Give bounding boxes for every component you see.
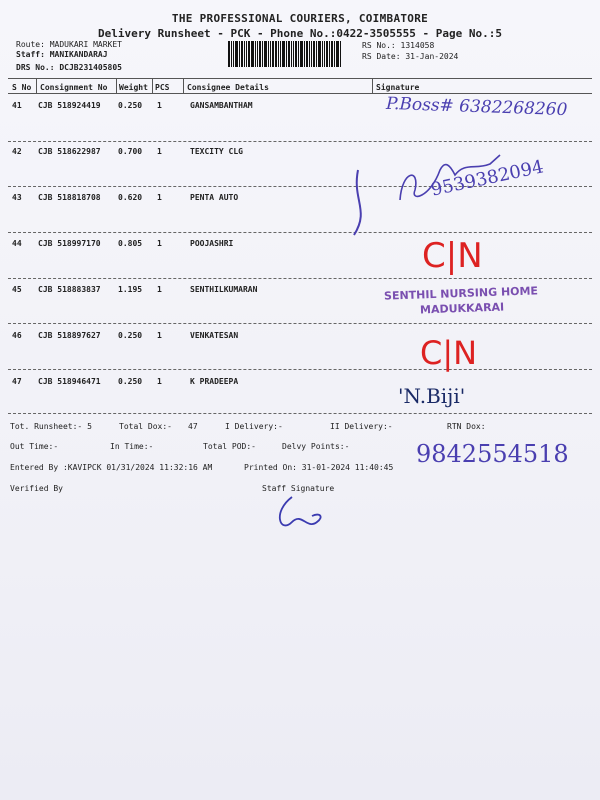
barcode-bar [286,41,287,67]
barcode-bar [334,41,335,67]
handwritten-cn-44: C|N [422,236,483,276]
stamp-line-2: MADUKKARAI [419,300,505,317]
barcode-bar [306,41,308,67]
col-sno: S No [12,83,32,92]
barcode [228,41,354,67]
col-divider [152,78,153,93]
barcode-bar [259,41,261,67]
drs-label: DRS No.: [16,63,55,72]
barcode-bar [248,41,250,67]
row-consignment: CJB 518946471 [38,377,101,386]
row-separator [8,369,592,370]
route-value: MADUKARI MARKET [49,40,122,49]
barcode-bar [244,41,245,67]
handwritten-signature-41: P.Boss# 6382268260 [385,93,568,121]
barcode-bar [340,41,341,67]
barcode-bar [309,41,310,67]
row-consignee: SENTHILKUMARAN [190,285,258,294]
row-weight: 0.250 [118,331,143,340]
row-sno: 46 [12,331,22,340]
entered-by: Entered By :KAVIPCK 01/31/2024 11:32:16 AM [10,463,213,472]
staff-signature-label: Staff Signature [262,484,335,493]
staff-label: Staff: [16,50,45,59]
barcode-bar [233,41,234,67]
barcode-bar [268,41,269,67]
row-consignment: CJB 518897627 [38,331,101,340]
route-line [16,40,122,49]
barcode-bar [246,41,247,67]
barcode-bar [336,41,339,67]
barcode-bar [293,41,294,67]
barcode-bar [295,41,297,67]
barcode-bar [257,41,258,67]
staff-signature-scribble [262,492,332,537]
handwritten-phone-43: 9539382094 [429,156,546,201]
row-pcs: 1 [157,285,162,294]
ii-delivery: II Delivery:- [330,422,393,431]
row-consignee: GANSAMBANTHAM [190,101,253,110]
runsheet-subtitle: Delivery Runsheet - PCK - Phone No.:0422-3505555 - Page No.:5 [98,27,502,40]
barcode-bar [255,41,256,67]
row-separator [8,413,592,414]
row-sno: 45 [12,285,22,294]
row-consignment: CJB 518622987 [38,147,101,156]
row-consignment: CJB 518924419 [38,101,101,110]
printed-on: Printed On: 31-01-2024 11:40:45 [244,463,394,472]
col-divider [183,78,184,93]
row-pcs: 1 [157,193,162,202]
col-divider [372,78,373,93]
row-consignee: VENKATESAN [190,331,239,340]
handwritten-cn-46: C|N [420,334,478,372]
row-consignment: CJB 518883837 [38,285,101,294]
col-divider [36,78,37,93]
row-weight: 0.250 [118,101,143,110]
stamp-line-1: SENTHIL NURSING HOME [383,284,539,303]
barcode-bar [291,41,292,67]
staff-value: MANIKANDARAJ [49,50,108,59]
row-sno: 44 [12,239,22,248]
verified-by: Verified By [10,484,63,493]
barcode-bar [239,41,240,67]
barcode-bar [282,41,285,67]
row-separator [8,278,592,279]
barcode-bar [313,41,315,67]
in-time: In Time:- [110,442,154,451]
row-sno: 41 [12,101,22,110]
barcode-bar [264,41,267,67]
barcode-bar [251,41,254,67]
col-divider [116,78,117,93]
barcode-bar [322,41,323,67]
row-weight: 0.620 [118,193,143,202]
barcode-bar [318,41,321,67]
row-pcs: 1 [157,147,162,156]
row-sno: 43 [12,193,22,202]
barcode-bar [331,41,333,67]
row-consignee: TEXCITY CLG [190,147,243,156]
barcode-bar [311,41,312,67]
row-consignee: PENTA AUTO [190,193,239,202]
row-pcs: 1 [157,239,162,248]
barcode-bar [231,41,232,67]
row-consignee: POOJASHRI [190,239,234,248]
rs-date-line [362,52,458,61]
barcode-bar [235,41,238,67]
row-consignee: K PRADEEPA [190,377,239,386]
row-sno: 42 [12,147,22,156]
total-pod: Total POD:- [203,442,256,451]
row-pcs: 1 [157,331,162,340]
drs-line [16,63,122,72]
out-time: Out Time:- [10,442,59,451]
rs-date-value: 31-Jan-2024 [405,52,459,61]
drs-value: DCJB231405805 [59,63,122,72]
tot-runsheet: Tot. Runsheet:- 5 [10,422,92,431]
barcode-bar [300,41,303,67]
row-weight: 0.700 [118,147,143,156]
row-separator [8,323,592,324]
barcode-bar [275,41,277,67]
barcode-bar [278,41,279,67]
col-weight: Weight [119,83,148,92]
barcode-bar [326,41,328,67]
row-weight: 0.250 [118,377,143,386]
row-sno: 47 [12,377,22,386]
barcode-bar [298,41,299,67]
barcode-bar [270,41,271,67]
col-consignment: Consignment No [40,83,108,92]
rtn-dox: RTN Dox: [447,422,486,431]
table-top-rule [8,78,592,79]
barcode-bar [324,41,325,67]
barcode-bar [288,41,290,67]
row-weight: 1.195 [118,285,143,294]
row-consignment: CJB 518997170 [38,239,101,248]
total-dox-label: Total Dox:- [119,422,172,431]
rs-date-label: RS Date: [362,52,401,61]
col-signature: Signature [376,83,420,92]
barcode-bar [262,41,263,67]
barcode-bar [241,41,243,67]
barcode-bar [304,41,305,67]
barcode-bar [272,41,274,67]
rs-no-line [362,41,434,50]
handwritten-phone-47: 9842554518 [416,440,569,468]
col-pcs: PCS [155,83,170,92]
handwritten-signature-47: 'N.Biji' [398,384,466,408]
delvy-points: Delvy Points:- [282,442,350,451]
rs-no-label: RS No.: [362,41,396,50]
company-name: THE PROFESSIONAL COURIERS, COIMBATORE [171,12,429,25]
barcode-bar [329,41,330,67]
rs-no-value: 1314058 [400,41,435,50]
row-pcs: 1 [157,377,162,386]
table-header-rule [8,93,592,94]
route-label: Route: [16,40,45,49]
row-consignment: CJB 518818708 [38,193,101,202]
total-dox-value: 47 [188,422,198,431]
barcode-bar [228,41,230,67]
row-weight: 0.805 [118,239,143,248]
row-pcs: 1 [157,101,162,110]
col-consignee: Consignee Details [187,83,269,92]
barcode-bar [280,41,281,67]
i-delivery: I Delivery:- [225,422,283,431]
staff-line [16,50,108,59]
barcode-bar [316,41,317,67]
